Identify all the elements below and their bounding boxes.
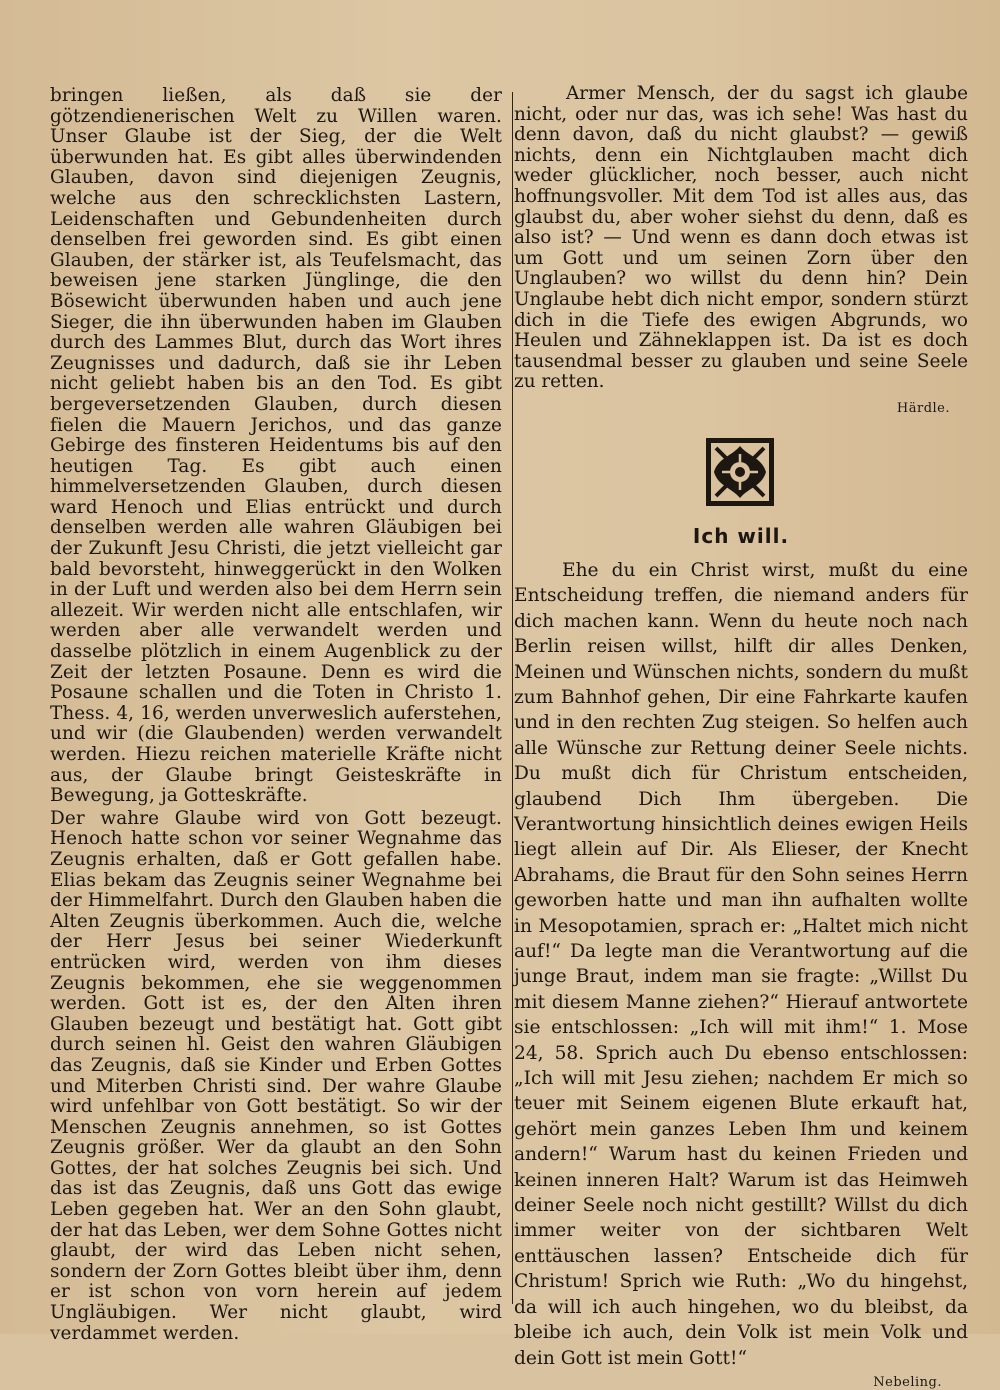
right-column: [514, 84, 968, 1390]
right-top-text: [514, 84, 968, 393]
signature-haerdle: Härdle.: [896, 400, 950, 416]
article-body: [514, 558, 968, 1371]
column-divider: [512, 92, 513, 1304]
signature-nebeling: Nebeling.: [873, 1374, 942, 1390]
floral-ornament-icon: [704, 436, 776, 508]
article-paragraph: Ehe du ein Christ wirst, mußt du eine Entscheidung treffen, die niemand anders für dich machen kann. Wenn du heute noch nach Berlin reisen willst, hilft dir alles Denken, Meinen und Wünschen nichts, sondern du mußt zum Bahnhof gehen, Dir eine Fahrkarte kaufen und in den rechten Zug steigen. So helfen auch alle Wünsche zur Rettung deiner Seele nichts. Du mußt dich für Christum entscheiden, glaubend Dich Ihm übergeben. Die Verantwortung hinsichtlich deines ewigen Heils liegt allein auf Dir. Als Elieser, der Knecht Abrahams, die Braut für den Sohn seines Herrn geworben hatte und man ihn aufhalten wollte in Mesopotamien, sprach er: „Haltet mich nicht auf!“ Da legte man die Verantwortung auf die junge Braut, indem man sie fragte: „Willst Du mit diesem Manne ziehen?“ Hierauf antwortete sie entschlossen: „Ich will mit ihm!“ 1. Mose 24, 58. Sprich auch Du ebenso entschlossen: „Ich will mit Jesu ziehen; nachdem Er mich so teuer mit Seinem eigenen Blute erkauft hat, gehört mein ganzes Leben Ihm und keinem andern!“ Warum hast du keinen Frieden und keinen inneren Halt? Warum ist das Heimweh deiner Seele noch nicht gestillt? Willst du dich immer weiter von der sichtbaren Welt enttäuschen lassen? Entscheide dich für Christum! Sprich wie Ruth: „Wo du hingehst, da will ich auch hingehen, wo du bleibst, da bleibe ich auch, dein Volk ist mein Volk und dein Gott ist mein Gott!“: [514, 559, 968, 1369]
left-paragraph-2: Der wahre Glaube wird von Gott bezeugt. Henoch hatte schon vor seiner Wegnahme das Zeugnis erhalten, daß er Gott gefallen habe. Elias bekam das Zeugnis seiner Wegnahme bei der Himmelfahrt. Durch den Glauben haben die Alten Zeugnis überkommen. Auch die, welche der Herr Jesus bei seiner Wiederkunft entrücken wird, werden von ihm dieses Zeugnis bekommen, ehe sie weggenommen werden. Gott ist es, der den Alten ihren Glauben bezeugt und bestätigt hat. Gott gibt durch seinen hl. Geist den wahren Gläubigen das Zeugnis, daß sie Kinder und Erben Gottes und Miterben Christi sind. Der wahre Glaube wird unfehlbar von Gott bestätigt. So wir der Menschen Zeugnis annehmen, so ist Gottes Zeugnis größer. Wer da glaubt an den Sohn Gottes, der hat solches Zeugnis bei sich. Und das ist das Zeugnis, daß uns Gott das ewige Leben gegeben hat. Wer an den Sohn glaubt, der hat das Leben, wer dem Sohne Gottes nicht glaubt, der wird das Leben nicht sehen, sondern der Zorn Gottes bleibt über ihm, denn er ist schon von vorn herein auf jedem Ungläubigen. Wer nicht glaubt, wird verdammet werden.: [50, 807, 502, 1344]
right-paragraph: Armer Mensch, der du sagst ich glaube nicht, oder nur das, was ich sehe! Was hast du denn davon, daß du nicht glaubst? — gewiß nichts, denn ein Nichtglauben macht dich weder glücklicher, noch besser, auch nicht hoffnungsvoller. Mit dem Tod ist alles aus, das glaubst du, aber woher siehst du denn, daß es also ist? — Und wenn es dann doch etwas ist um Gott und um seinen Zorn über den Unglauben? wo willst du denn hin? Dein Unglaube hebt dich nicht empor, sondern stürzt dich in die Tiefe des ewigen Abgrunds, wo Heulen und Zähneklappen ist. Da ist es doch tausendmal besser zu glauben und seine Seele zu retten.: [514, 83, 968, 393]
article-heading: Ich will.: [692, 523, 790, 548]
left-column: [50, 86, 502, 1344]
left-paragraph-1: bringen ließen, als daß sie der götzendienerischen Welt zu Willen waren. Unser Glaube ist der Sieg, der die Welt überwunden hat. Es gibt alles überwindenden Glauben, davon sind diejenigen Zeugnis, welche aus den schrecklichsten Lastern, Leidenschaften und Gebundenheiten durch denselben frei geworden sind. Es gibt einen Glauben, der stärker ist, als Teufelsmacht, das beweisen jene starken Jünglinge, die den Bösewicht überwunden haben und auch jene Sieger, die ihn überwunden haben im Glauben durch des Lammes Blut, durch das Wort ihres Zeugnisses und dadurch, daß sie ihr Leben nicht geliebt haben bis an den Tod. Es gibt bergeversetzenden Glauben, durch diesen fielen die Mauern Jerichos, und das ganze Gebirge des finsteren Heidentums bis auf den heutigen Tag. Es gibt auch einen himmelversetzenden Glauben, durch diesen ward Henoch und Elias entrückt und durch denselben werden alle wahren Gläubigen bei der Zukunft Jesu Christi, die jetzt vielleicht gar bald bevorsteht, hinweggerückt in den Wolken in der Luft und werden also bei dem Herrn sein allezeit. Wir werden nicht alle entschlafen, wir werden aber alle verwandelt werden und dasselbe plötzlich in einem Augenblick zu der Zeit der letzten Posaune. Denn es wird die Posaune schallen und die Toten in Christo 1. Thess. 4, 16, werden unverweslich auferstehen, und wir (die Glaubenden) werden verwandelt werden. Hiezu reichen materielle Kräfte nicht aus, der Glaube bringt Geisteskräfte in Bewegung, ja Gotteskräfte.: [50, 85, 502, 807]
